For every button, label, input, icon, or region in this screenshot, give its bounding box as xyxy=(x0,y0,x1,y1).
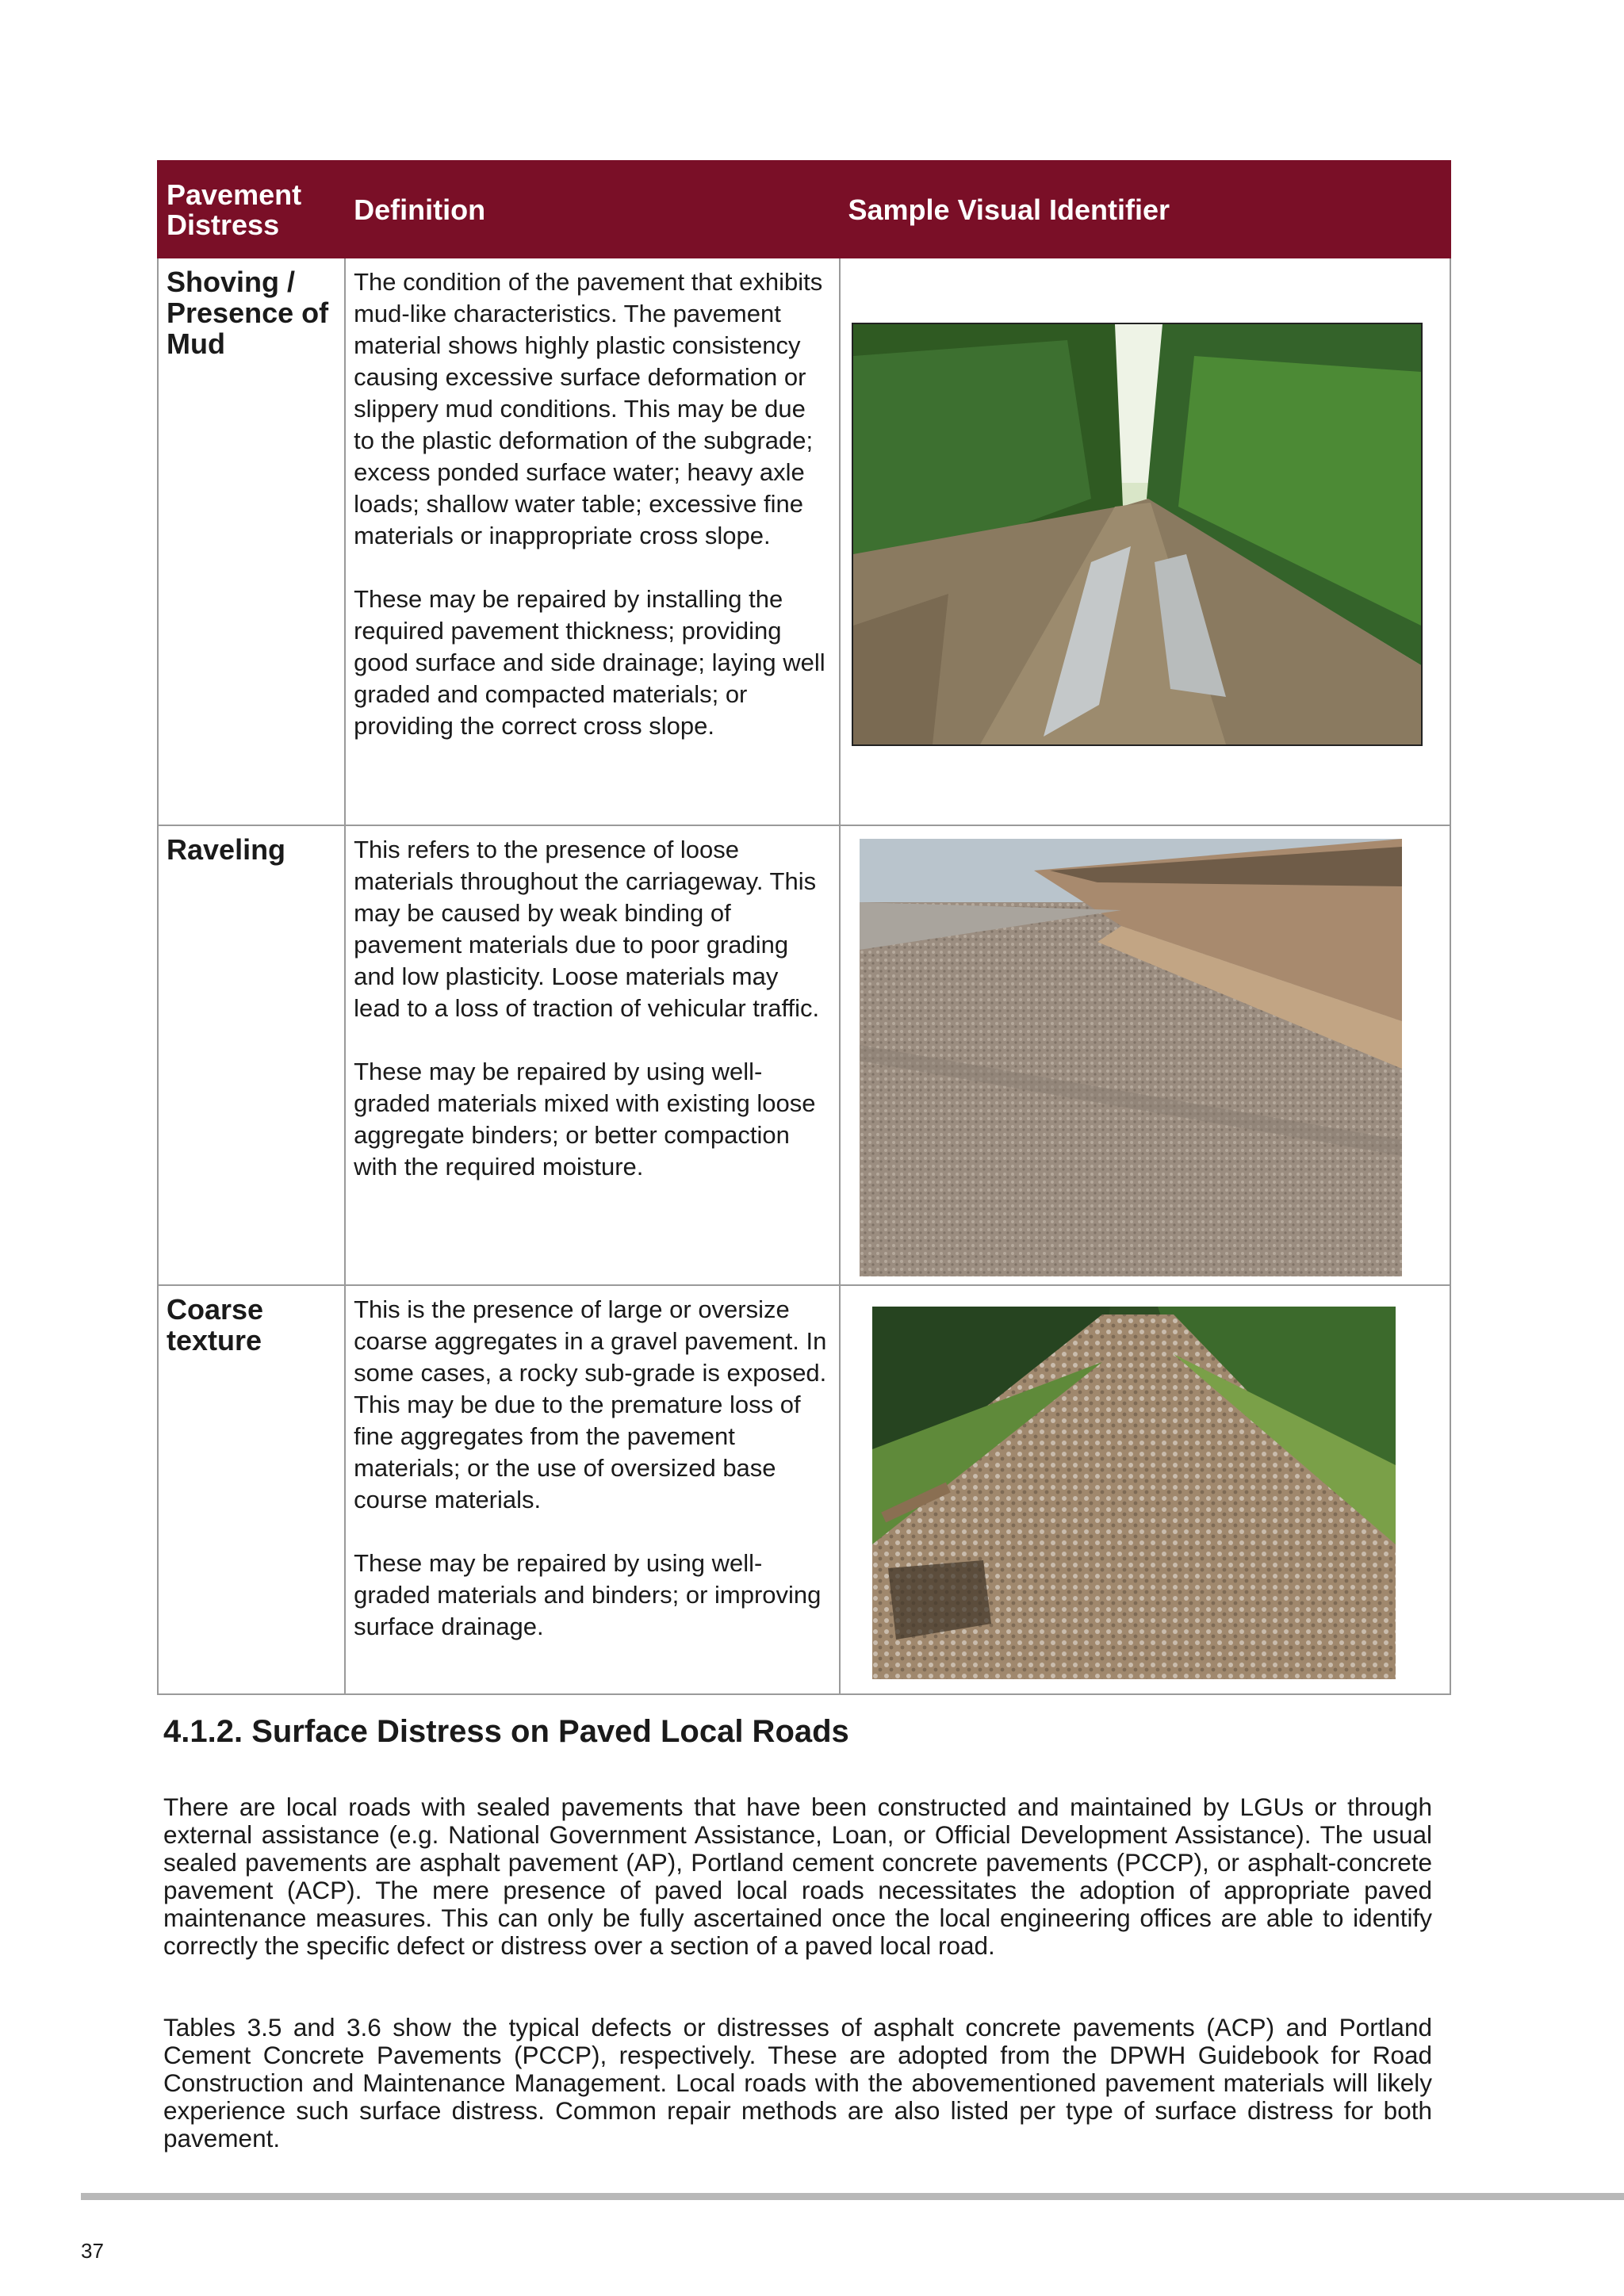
section-heading: 4.1.2. Surface Distress on Paved Local Roads xyxy=(163,1714,849,1749)
table-row xyxy=(158,825,1450,1285)
raveling-road-photo xyxy=(860,839,1402,1276)
distress-definition-cell xyxy=(345,258,839,825)
distress-image-cell xyxy=(840,258,1450,825)
table-row xyxy=(158,1285,1450,1694)
distress-repair: These may be repaired by using well-graded materials and binders; or improving surface drainage. xyxy=(354,1549,822,1640)
distress-definition: This is the presence of large or oversize coarse aggregates in a gravel pavement. In some cases, a rocky sub-grade is exposed. This may be due to the premature loss of fine aggregates from the pavement materials; or the use of oversized base course materials. xyxy=(354,1295,827,1513)
coarse-texture-road-photo xyxy=(872,1307,1396,1679)
distress-name: Coarse texture xyxy=(158,1285,345,1694)
distress-name: Raveling xyxy=(158,825,345,1285)
distress-definition-cell xyxy=(345,825,839,1285)
footer-rule xyxy=(81,2193,1624,2200)
distress-definition: The condition of the pavement that exhibits mud-like characteristics. The pavement material shows highly plastic consistency causing excessive surface deformation or slippery mud conditions. This may be due to the plastic deformation of the subgrade; excess ponded surface water; heavy axle loads; shallow water table; excessive fine materials or inappropriate cross slope. xyxy=(354,268,823,549)
distress-definition: This refers to the presence of loose materials throughout the carriageway. This may be caused by weak binding of pavement materials due to poor grading and low plasticity. Loose materials may lead to a loss of traction of vehicular traffic. xyxy=(354,836,820,1022)
header-definition: Definition xyxy=(345,161,839,258)
distress-image-cell xyxy=(840,1285,1450,1694)
distress-repair: These may be repaired by using well-graded materials mixed with existing loose aggregate binders; or better compaction with the required moisture. xyxy=(354,1058,816,1181)
pavement-distress-table xyxy=(157,160,1451,1695)
header-pavement-distress: Pavement Distress xyxy=(158,161,345,258)
table-row xyxy=(158,258,1450,825)
distress-name: Shoving / Presence of Mud xyxy=(158,258,345,825)
distress-repair: These may be repaired by installing the required pavement thickness; providing good surface and side drainage; laying well graded and compacted materials; or providing the correct cross slope. xyxy=(354,585,825,740)
mud-road-photo xyxy=(852,323,1423,746)
page-number: 37 xyxy=(81,2239,104,2263)
header-sample-visual-identifier: Sample Visual Identifier xyxy=(840,161,1450,258)
table-header-row xyxy=(158,161,1450,258)
section-paragraph-2: Tables 3.5 and 3.6 show the typical defects or distresses of asphalt concrete pavements (ACP) and Portland Cement Concrete Pavements (PCCP), respectively. These are adopted from the DPWH Guidebook for Road Construction and Maintenance Management. Local roads with the abovementioned pavement materials will likely experience such surface distress. Common repair methods are also listed per type of surface distress for both pavement. xyxy=(163,2013,1432,2152)
distress-image-cell xyxy=(840,825,1450,1285)
distress-definition-cell xyxy=(345,1285,839,1694)
section-paragraph-1: There are local roads with sealed pavements that have been constructed and maintained by LGUs or through external assistance (e.g. National Government Assistance, Loan, or Official Development Assistance). The usual sealed pavements are asphalt pavement (AP), Portland cement concrete pavements (PCCP), or asphalt-concrete pavement (ACP). The mere presence of paved local roads necessitates the adoption of appropriate paved maintenance measures. This can only be fully ascertained once the local engineering offices are able to identify correctly the specific defect or distress over a section of a paved local road. xyxy=(163,1793,1432,1960)
